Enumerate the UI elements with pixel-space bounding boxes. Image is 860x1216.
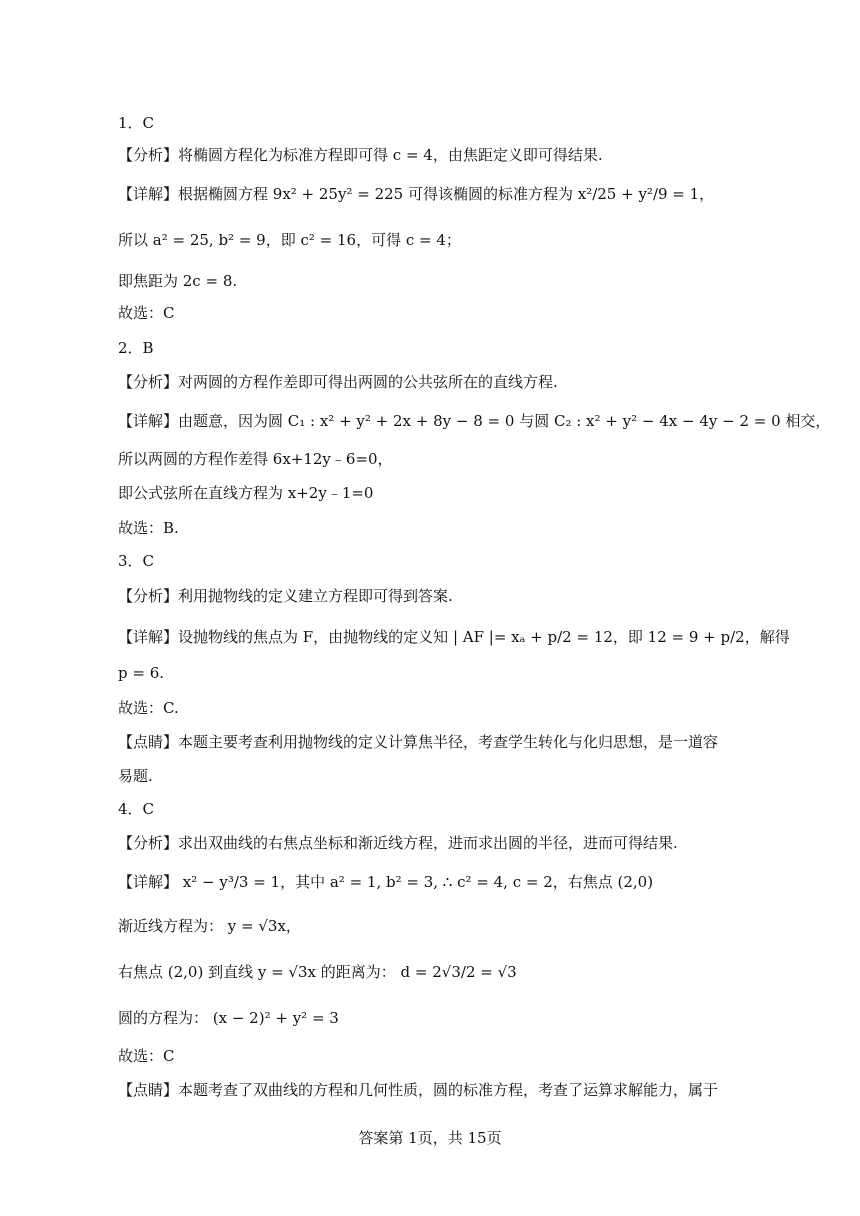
- q3-analysis: 【分析】利用抛物线的定义建立方程即可得到答案.: [118, 587, 453, 605]
- q1-detail-2: 所以 a² = 25, b² = 9，即 c² = 16，可得 c = 4；: [118, 231, 461, 249]
- q4-choice: 故选：C: [118, 1047, 175, 1065]
- q3-remark: 【点睛】本题主要考查利用抛物线的定义计算焦半径，考查学生转化与化归思想，是一道容: [118, 733, 719, 751]
- q4-detail-4: 圆的方程为： (x − 2)² + y² = 3: [118, 1009, 339, 1027]
- q2-choice: 故选：B.: [118, 519, 179, 537]
- q3-detail-2: p = 6.: [118, 664, 165, 682]
- q2-detail-2: 所以两圆的方程作差得 6x+12y﹣6=0，: [118, 450, 393, 468]
- q1-detail-3: 即焦距为 2c = 8.: [118, 272, 238, 290]
- q1-answer: 1．C: [118, 114, 155, 132]
- q1-choice: 故选：C: [118, 304, 175, 322]
- q4-remark: 【点睛】本题考查了双曲线的方程和几何性质，圆的标准方程，考查了运算求解能力，属于: [118, 1081, 719, 1099]
- q4-analysis: 【分析】求出双曲线的右焦点坐标和渐近线方程，进而求出圆的半径，进而可得结果.: [118, 834, 678, 852]
- q1-analysis: 【分析】将椭圆方程化为标准方程即可得 c = 4，由焦距定义即可得结果.: [118, 146, 603, 164]
- q2-detail: 【详解】由题意，因为圆 C₁ : x² + y² + 2x + 8y − 8 = 0 与圆 C₂ : x² + y² − 4x − 4y − 2 = 0 相交，: [118, 412, 831, 430]
- q4-detail: 【详解】 x² − y³/3 = 1，其中 a² = 1, b² = 3, ∴ c² = 4, c = 2，右焦点 (2,0): [118, 873, 654, 891]
- q1-detail: 【详解】根据椭圆方程 9x² + 25y² = 225 可得该椭圆的标准方程为 x²/25 + y²/9 = 1，: [118, 185, 715, 203]
- q4-detail-3: 右焦点 (2,0) 到直线 y = √3x 的距离为： d = 2√3/2 = √3: [118, 963, 517, 981]
- q4-detail-2: 渐近线方程为： y = √3x，: [118, 917, 301, 935]
- q2-detail-3: 即公式弦所在直线方程为 x+2y﹣1=0: [118, 484, 374, 502]
- q3-remark-2: 易题.: [118, 767, 153, 785]
- q2-answer: 2．B: [118, 339, 154, 357]
- q2-analysis: 【分析】对两圆的方程作差即可得出两圆的公共弦所在的直线方程.: [118, 373, 558, 391]
- q3-detail: 【详解】设抛物线的焦点为 F，由抛物线的定义知 | AF |= xₐ + p/2 = 12，即 12 = 9 + p/2，解得: [118, 628, 790, 646]
- q3-choice: 故选：C.: [118, 699, 179, 717]
- q4-answer: 4．C: [118, 800, 155, 818]
- q3-answer: 3．C: [118, 552, 155, 570]
- page-footer: 答案第 1页，共 15页: [358, 1129, 502, 1147]
